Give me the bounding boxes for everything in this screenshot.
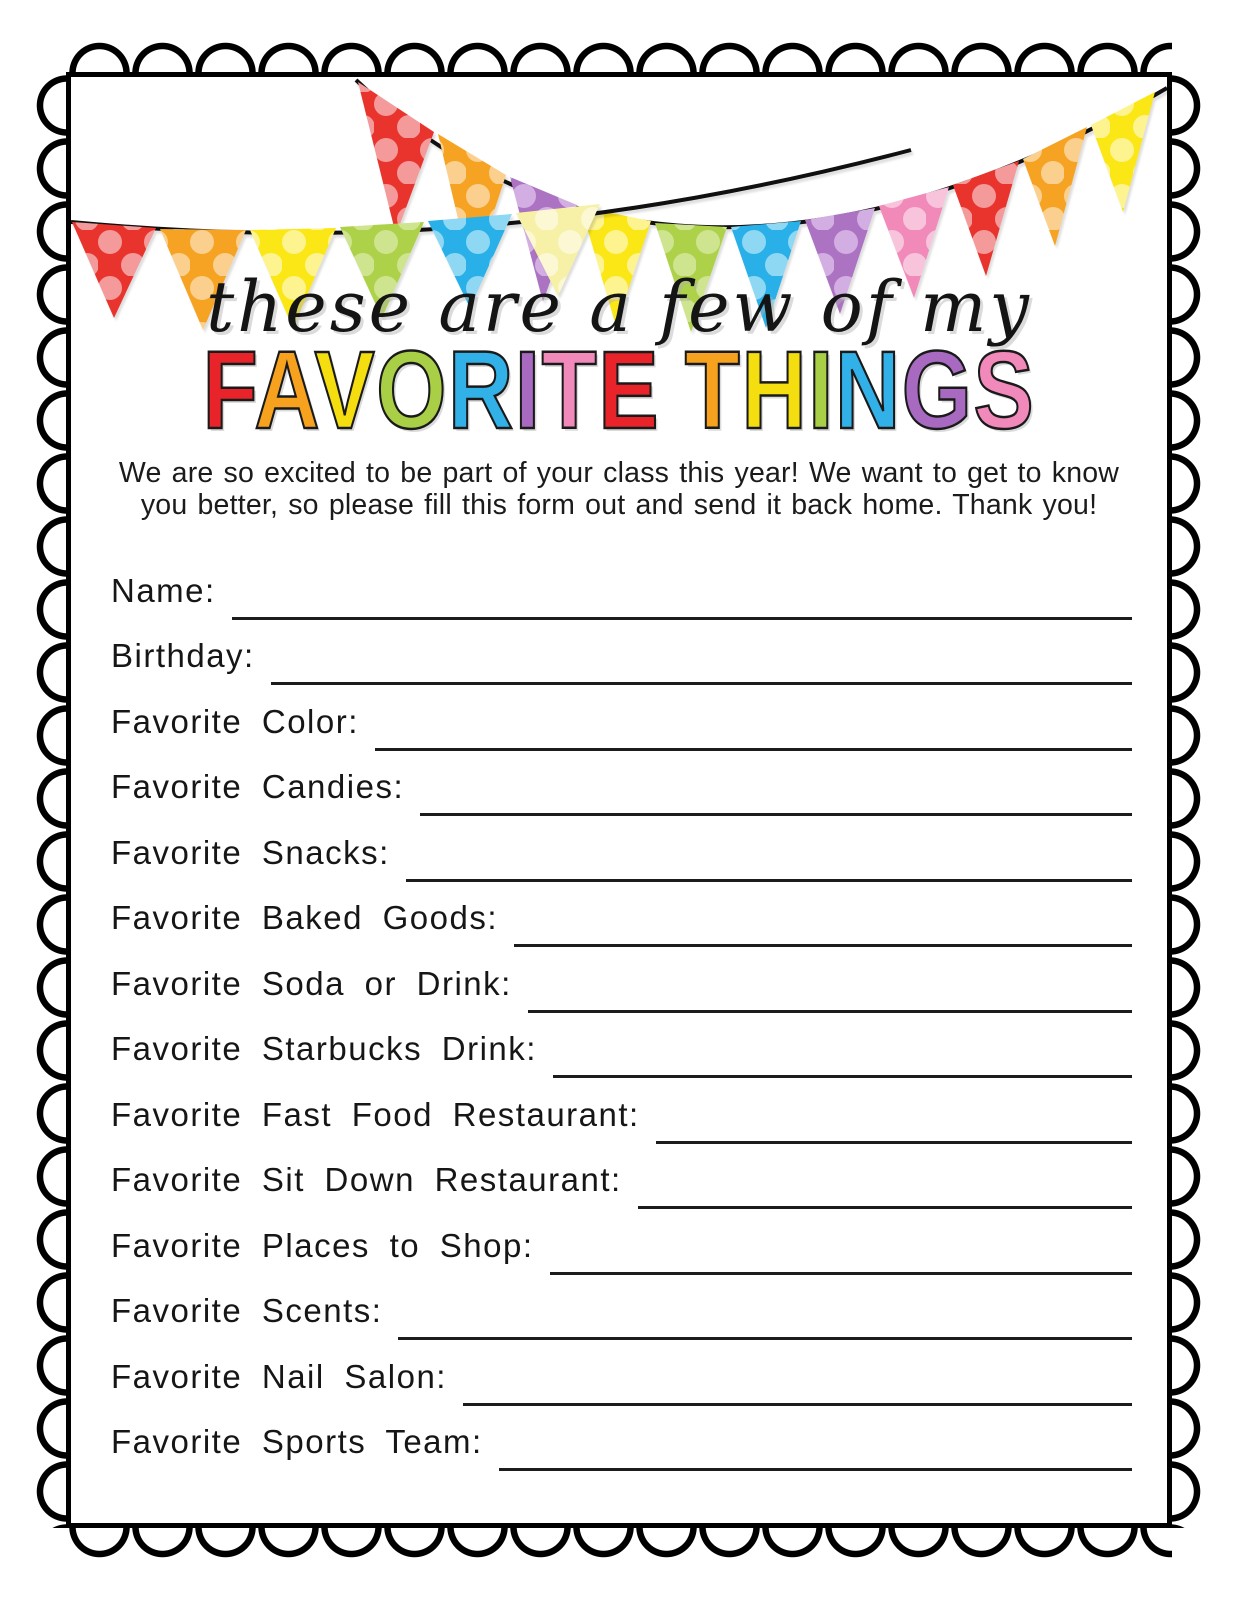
field-label: Favorite Scents: xyxy=(111,1292,383,1329)
pennant-flag-orange xyxy=(1023,127,1087,246)
field-label: Favorite Sit Down Restaurant: xyxy=(111,1161,622,1198)
page-border-frame xyxy=(66,72,1172,1528)
field-label: Favorite Nail Salon: xyxy=(111,1357,447,1395)
form-field-row-favorite-color xyxy=(111,688,1132,754)
title-letter: R xyxy=(448,329,515,452)
form-field-row-favorite-snacks xyxy=(111,819,1132,885)
title-letter: A xyxy=(254,329,315,452)
field-label: Favorite Soda or Drink: xyxy=(111,964,512,1002)
field-label: Favorite Baked Goods: xyxy=(111,899,499,936)
title-letter: S xyxy=(973,329,1036,452)
form-field-row-favorite-starbucks-drink xyxy=(111,1016,1132,1082)
field-write-line[interactable] xyxy=(420,813,1132,816)
field-write-line[interactable] xyxy=(656,1141,1132,1144)
form-field-row-favorite-nail-salon xyxy=(111,1343,1132,1409)
script-title: these are a few of my xyxy=(206,266,1032,348)
form-field-row-name xyxy=(111,557,1132,623)
field-write-line[interactable] xyxy=(232,617,1132,620)
field-label: Birthday: xyxy=(111,637,255,674)
field-write-line[interactable] xyxy=(528,1010,1132,1013)
field-label: Favorite Fast Food Restaurant: xyxy=(111,1095,640,1133)
form-field-row-favorite-places-to-shop xyxy=(111,1212,1132,1278)
title-letter: O xyxy=(376,329,449,452)
title-letter: T xyxy=(684,329,742,452)
form-field-row-birthday xyxy=(111,623,1132,689)
field-write-line[interactable] xyxy=(398,1337,1132,1340)
pennant-flag-yellow xyxy=(1091,92,1155,212)
scallop-border-right xyxy=(1170,74,1201,1528)
form-field-row-favorite-candies xyxy=(111,754,1132,820)
title-letter: H xyxy=(741,329,809,452)
form-field-row-favorite-scents xyxy=(111,1278,1132,1344)
field-label: Favorite Places to Shop: xyxy=(111,1226,534,1264)
field-write-line[interactable] xyxy=(638,1206,1132,1209)
scallop-border-bottom xyxy=(68,1527,1172,1558)
field-write-line[interactable] xyxy=(553,1075,1132,1078)
field-write-line[interactable] xyxy=(406,879,1132,882)
form-field-row-favorite-sit-down-restaurant xyxy=(111,1147,1132,1213)
scallop-border-left xyxy=(36,74,67,1528)
form-field-row-favorite-baked-goods xyxy=(111,885,1132,951)
field-write-line[interactable] xyxy=(463,1403,1132,1406)
big-title-word-favorite xyxy=(203,329,661,452)
big-title xyxy=(170,329,1069,452)
field-write-line[interactable] xyxy=(375,748,1132,751)
field-label: Name: xyxy=(111,571,216,609)
title-letter: G xyxy=(901,329,974,452)
form-field-row-favorite-soda-or-drink xyxy=(111,950,1132,1016)
title-letter: I xyxy=(514,329,542,452)
field-label: Favorite Candies: xyxy=(111,768,405,805)
intro-line-2: you better, so please fill this form out and send it back home. Thank you! xyxy=(140,489,1098,521)
big-title-word-things xyxy=(685,329,1036,452)
field-label: Favorite Snacks: xyxy=(111,833,390,871)
pennant-flag-red xyxy=(358,82,434,235)
pennant-flag-red xyxy=(953,161,1019,276)
scallop-border-top xyxy=(68,42,1172,73)
title-letter: V xyxy=(314,329,377,452)
field-write-line[interactable] xyxy=(499,1468,1132,1471)
form-fields xyxy=(111,557,1132,1474)
title-letter: F xyxy=(202,329,255,452)
field-write-line[interactable] xyxy=(271,682,1132,685)
intro-text xyxy=(71,457,1167,521)
intro-line-1: We are so excited to be part of your class this year! We want to get to know xyxy=(118,457,1120,489)
title-letter: T xyxy=(541,329,599,452)
title-letter: N xyxy=(834,329,902,452)
field-write-line[interactable] xyxy=(550,1272,1132,1275)
title-letter: I xyxy=(808,329,835,452)
form-field-row-favorite-sports-team xyxy=(111,1409,1132,1475)
field-label: Favorite Color: xyxy=(111,702,359,740)
title-letter: E xyxy=(598,329,661,452)
field-write-line[interactable] xyxy=(514,944,1132,947)
field-label: Favorite Sports Team: xyxy=(111,1423,483,1460)
form-field-row-favorite-fast-food-restaurant xyxy=(111,1081,1132,1147)
field-label: Favorite Starbucks Drink: xyxy=(111,1030,537,1067)
